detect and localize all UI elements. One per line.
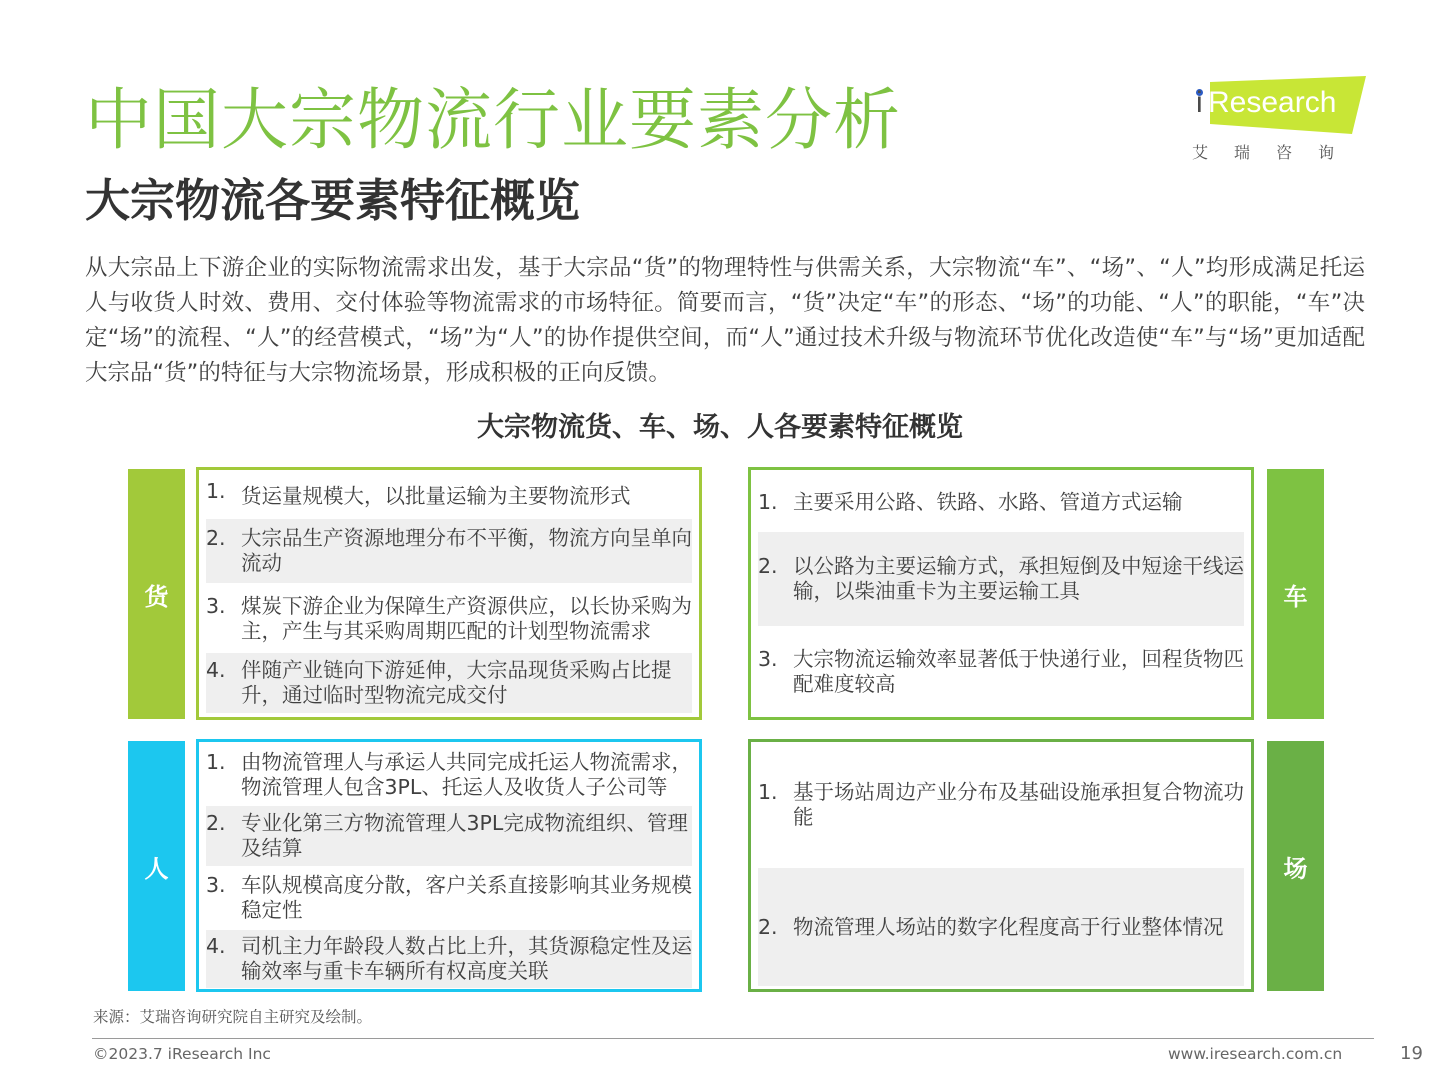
website-link[interactable]: www.iresearch.com.cn xyxy=(1168,1045,1343,1063)
page-number: 19 xyxy=(1400,1043,1423,1064)
item-number: 3. xyxy=(206,594,226,618)
item-number: 1. xyxy=(206,479,226,503)
panel-ren xyxy=(196,739,702,992)
tag-che: 车 xyxy=(1267,469,1324,719)
item-text: 车队规模高度分散，客户关系直接影响其业务规模稳定性 xyxy=(241,873,692,922)
item-number: 3. xyxy=(758,647,778,671)
list-item xyxy=(758,630,1244,714)
item-text: 主要采用公路、铁路、水路、管道方式运输 xyxy=(793,489,1183,514)
panel-huo xyxy=(196,467,702,720)
page-subtitle: 大宗物流各要素特征概览 xyxy=(85,174,581,227)
item-text: 伴随产业链向下游延伸，大宗品现货采购占比提升，通过临时型物流完成交付 xyxy=(241,658,672,707)
item-number: 1. xyxy=(758,780,778,804)
item-text: 以公路为主要运输方式，承担短倒及中短途干线运输，以柴油重卡为主要运输工具 xyxy=(793,554,1244,603)
list-item xyxy=(206,589,692,649)
list-item xyxy=(758,868,1244,986)
list-item xyxy=(206,868,692,928)
list-item xyxy=(206,519,692,583)
footer-divider xyxy=(92,1038,1374,1039)
tag-ren: 人 xyxy=(128,741,185,991)
list-item xyxy=(758,474,1244,530)
item-text: 基于场站周边产业分布及基础设施承担复合物流功能 xyxy=(793,780,1244,829)
item-number: 2. xyxy=(758,554,778,578)
item-text: 由物流管理人与承运人共同完成托运人物流需求，物流管理人包含3PL、托运人及收货人子公司等 xyxy=(241,750,692,799)
copyright-text: ©2023.7 iResearch Inc xyxy=(93,1045,271,1063)
source-note: 来源：艾瑞咨询研究院自主研究及绘制。 xyxy=(93,1008,373,1026)
item-text: 煤炭下游企业为保障生产资源供应，以长协采购为主，产生与其采购周期匹配的计划型物流需求 xyxy=(241,594,692,643)
logo-chinese-name: 艾瑞咨询 xyxy=(1192,143,1361,162)
item-number: 1. xyxy=(206,750,226,774)
list-item xyxy=(206,653,692,713)
item-number: 2. xyxy=(758,914,778,939)
intro-paragraph: 从大宗品上下游企业的实际物流需求出发，基于大宗品“货”的物理特性与供需关系，大宗物流“车”、“场”、“人”均形成满足托运人与收货人时效、费用、交付体验等物流需求的市场特征。简要而言，“货”决定“车”的形态、“场”的功能、“人”的职能，“车”决定“场”的流程、“人”的经营模式，“场”为“人”的协作提供空间，而“人”通过技术升级与物流环节优化改造使“车”与“场”更加适配大宗品“货”的特征与大宗物流场景，形成积极的正向反馈。 xyxy=(85,255,1365,386)
logo-prefix: i xyxy=(1196,86,1203,119)
item-text: 专业化第三方物流管理人3PL完成物流组织、管理及结算 xyxy=(241,811,688,860)
item-text: 货运量规模大，以批量运输为主要物流形式 xyxy=(241,483,631,508)
item-number: 2. xyxy=(206,526,226,550)
item-text: 物流管理人场站的数字化程度高于行业整体情况 xyxy=(793,914,1224,939)
item-number: 3. xyxy=(206,873,226,897)
logo-wordmark: Research xyxy=(1208,86,1337,119)
list-item xyxy=(758,746,1244,864)
item-text: 大宗物流运输效率显著低于快递行业，回程货物匹配难度较高 xyxy=(793,647,1244,696)
tag-chang: 场 xyxy=(1267,741,1324,991)
item-number: 4. xyxy=(206,934,226,958)
item-text: 大宗品生产资源地理分布不平衡，物流方向呈单向流动 xyxy=(241,526,692,575)
tag-huo: 货 xyxy=(128,469,185,719)
panel-chang xyxy=(748,739,1254,992)
page-title: 中国大宗物流行业要素分析 xyxy=(85,81,901,159)
panel-che xyxy=(748,467,1254,720)
item-number: 2. xyxy=(206,811,226,835)
list-item xyxy=(206,806,692,866)
diagram-title: 大宗物流货、车、场、人各要素特征概览 xyxy=(477,412,963,443)
item-text: 司机主力年龄段人数占比上升，其货源稳定性及运输效率与重卡车辆所有权高度关联 xyxy=(241,934,692,983)
list-item xyxy=(758,532,1244,626)
list-item xyxy=(206,930,692,988)
item-number: 4. xyxy=(206,658,226,682)
item-number: 1. xyxy=(758,489,778,514)
list-item xyxy=(206,746,692,804)
iresearch-logo xyxy=(1188,72,1368,162)
list-item xyxy=(206,479,692,513)
